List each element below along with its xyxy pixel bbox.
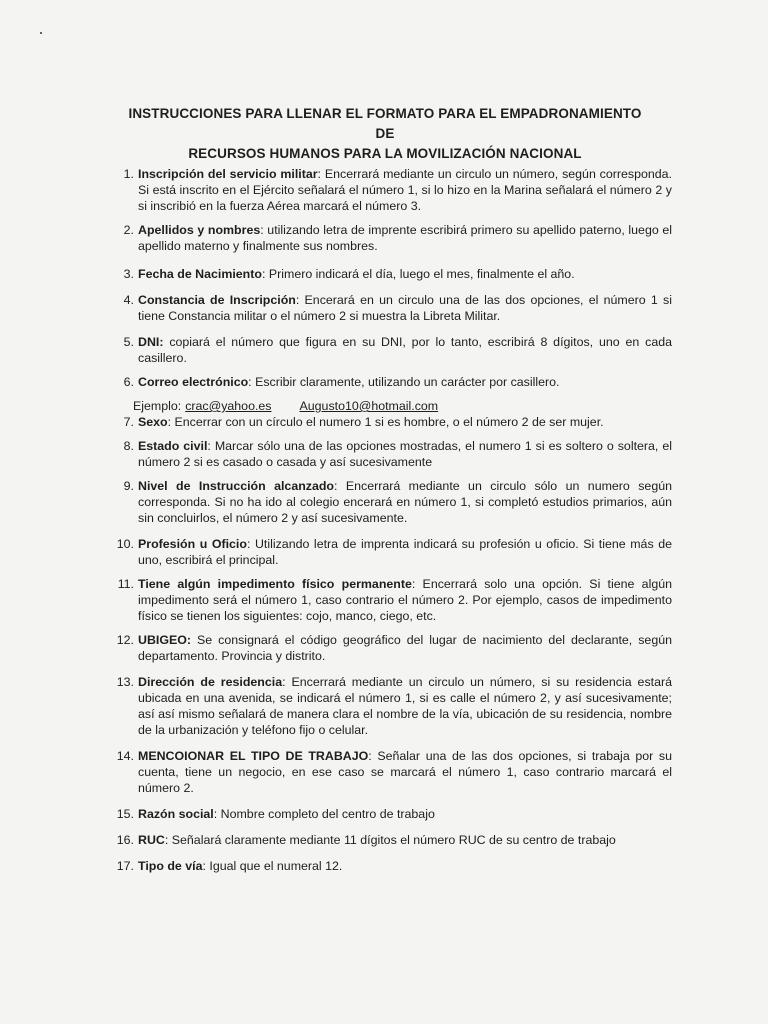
item-body [138,374,672,390]
item-sep: : [167,415,172,429]
item-label: Tiene algún impedimento físico permanente [138,577,412,591]
item-sep: : [411,577,416,591]
item-sep: : [368,749,372,763]
item-number: 8. [123,439,134,453]
item-sep: : [246,537,251,551]
item-label: Tipo de vía [138,859,203,873]
item-body [138,632,672,664]
item-sep: : [207,439,211,453]
item-sep: : [317,167,321,181]
item-text: Escribir claramente, utilizando un carácter por casillero. [251,375,560,389]
item-number: 3. [123,267,134,281]
item-body [138,292,672,324]
item-sep: : [260,223,264,237]
item-label: MENCOIONAR EL TIPO DE TRABAJO [138,749,369,763]
item-body [138,222,672,254]
item-text: Encerará en un circulo una de las dos opciones, el número 1 si tiene Constancia militar o el número 2 si muestra la Libreta Militar. [138,293,672,323]
item-label: DNI: [138,335,164,349]
item-label: Dirección de residencia [138,675,283,689]
item-number: 6. [123,375,134,389]
item-sep: : [213,807,218,821]
item-number: 9. [123,479,134,493]
item-sep: : [282,675,286,689]
item-label: Fecha de Nacimiento [138,267,262,281]
item-text: Marcar sólo una de las opciones mostradas, el numero 1 si es soltero o soltera, el número 2 si es casado o casada y así sucesivamente [138,439,672,469]
document-title [120,104,650,164]
item-body [138,806,672,822]
item-body [138,748,672,796]
item-text: utilizando letra de imprente escribirá primero su apellido paterno, luego el apellido materno y finalmente sus nombres. [138,223,672,253]
item-sep: : [164,833,169,847]
email-example [133,398,438,414]
item-number: 16. [116,833,134,847]
item-text: Encerrará solo una opción. Si tiene algún impedimento será el número 1, caso contrario el número 2. Por ejemplo, casos de impedimento físico se tienen los siguientes: cojo, manco, ciego, etc. [138,577,672,623]
item-label: Razón social [138,807,214,821]
item-text: Igual que el numeral 12. [205,859,343,873]
item-number: 1. [123,167,134,181]
item-label: UBIGEO: [138,633,192,647]
item-text: Encerrar con un círculo el numero 1 si es hombre, o el número 2 de ser mujer. [171,415,604,429]
title-line-1: INSTRUCCIONES PARA LLENAR EL FORMATO PARA EL EMPADRONAMIENTO DE [128,106,642,141]
item-body [138,438,672,470]
item-text: Encerrará mediante un circulo un número, si su residencia estará ubicada en una avenida, se indicará el número 1, si es calle el número 2, y así sucesivamente; así así mismo señalará de manera clara el nombre de la vía, ubicación de su residencia, nombre de la urbanización y teléfono fijo o celular. [138,675,672,737]
item-text: Utilizando letra de imprenta indicará su profesión u oficio. Si tiene más de uno, escribirá el principal. [138,537,672,567]
item-body [138,576,672,624]
item-sep: : [334,479,338,493]
item-body [138,334,672,366]
item-body [138,478,672,526]
item-number: 11. [117,577,134,591]
item-number: 7. [123,415,134,429]
item-number: 15. [116,807,134,821]
item-text: Señalará claramente mediante 11 dígitos el número RUC de su centro de trabajo [168,833,616,847]
item-sep: : [261,267,266,281]
item-sep: : [202,859,206,873]
item-number: 4. [123,293,134,307]
item-text: copiará el número que figura en su DNI, por lo tanto, escribirá 8 dígitos, uno en cada casillero. [138,335,672,365]
item-label: Apellidos y nombres [138,223,261,237]
item-number: 12. [116,633,134,647]
item-text: Señalar una de las dos opciones, si trabaja por su cuenta, tiene un negocio, en ese caso se marcará el número 1, caso contrario marcará el número 2. [138,749,672,795]
item-number: 14. [116,749,134,763]
item-text: Encerrará mediante un circulo un número, según corresponda. Si está inscrito en el Ejército señalará el número 1, si lo hizo en la Marina señalará el número 2 y si inscribió en la fuerza Aérea marcará el número 3. [138,167,672,213]
item-label: Nivel de Instrucción alcanzado [138,479,334,493]
item-body [138,832,672,848]
item-number: 2. [123,223,134,237]
item-text: Encerrará mediante un circulo sólo un numero según corresponda. Si no ha ido al colegio encerará en número 1, si completó estudios primarios, aún sin concluirlos, el número 2 y así sucesivamente. [138,479,672,525]
item-label: Estado civil [138,439,208,453]
item-sep: : [248,375,252,389]
item-label: Profesión u Oficio [138,537,247,551]
item-text: Nombre completo del centro de trabajo [217,807,435,821]
item-text: Primero indicará el día, luego el mes, finalmente el año. [265,267,575,281]
item-body [138,536,672,568]
scan-speck [40,32,42,34]
item-text: Se consignará el código geográfico del lugar de nacimiento del declarante, según departamento. Provincia y distrito. [138,633,672,663]
item-body [138,414,672,430]
item-label: RUC [138,833,165,847]
item-body [138,674,672,738]
title-line-2: RECURSOS HUMANOS PARA LA MOVILIZACIÓN NACIONAL [188,146,582,161]
item-sep: : [295,293,300,307]
item-number: 5. [123,335,134,349]
example-email-1: crac@yahoo.es [185,399,272,413]
item-label: Constancia de Inscripción [138,293,296,307]
item-number: 13. [116,675,134,689]
item-label: Sexo [138,415,168,429]
item-number: 10. [116,537,134,551]
item-body [138,858,672,874]
item-label: Inscripción del servicio militar [138,167,318,181]
item-number: 17. [116,859,134,873]
item-body [138,166,672,214]
item-label: Correo electrónico [138,375,249,389]
example-email-2: Augusto10@hotmail.com [299,399,439,413]
example-label: Ejemplo: [133,399,182,413]
item-body [138,266,672,282]
